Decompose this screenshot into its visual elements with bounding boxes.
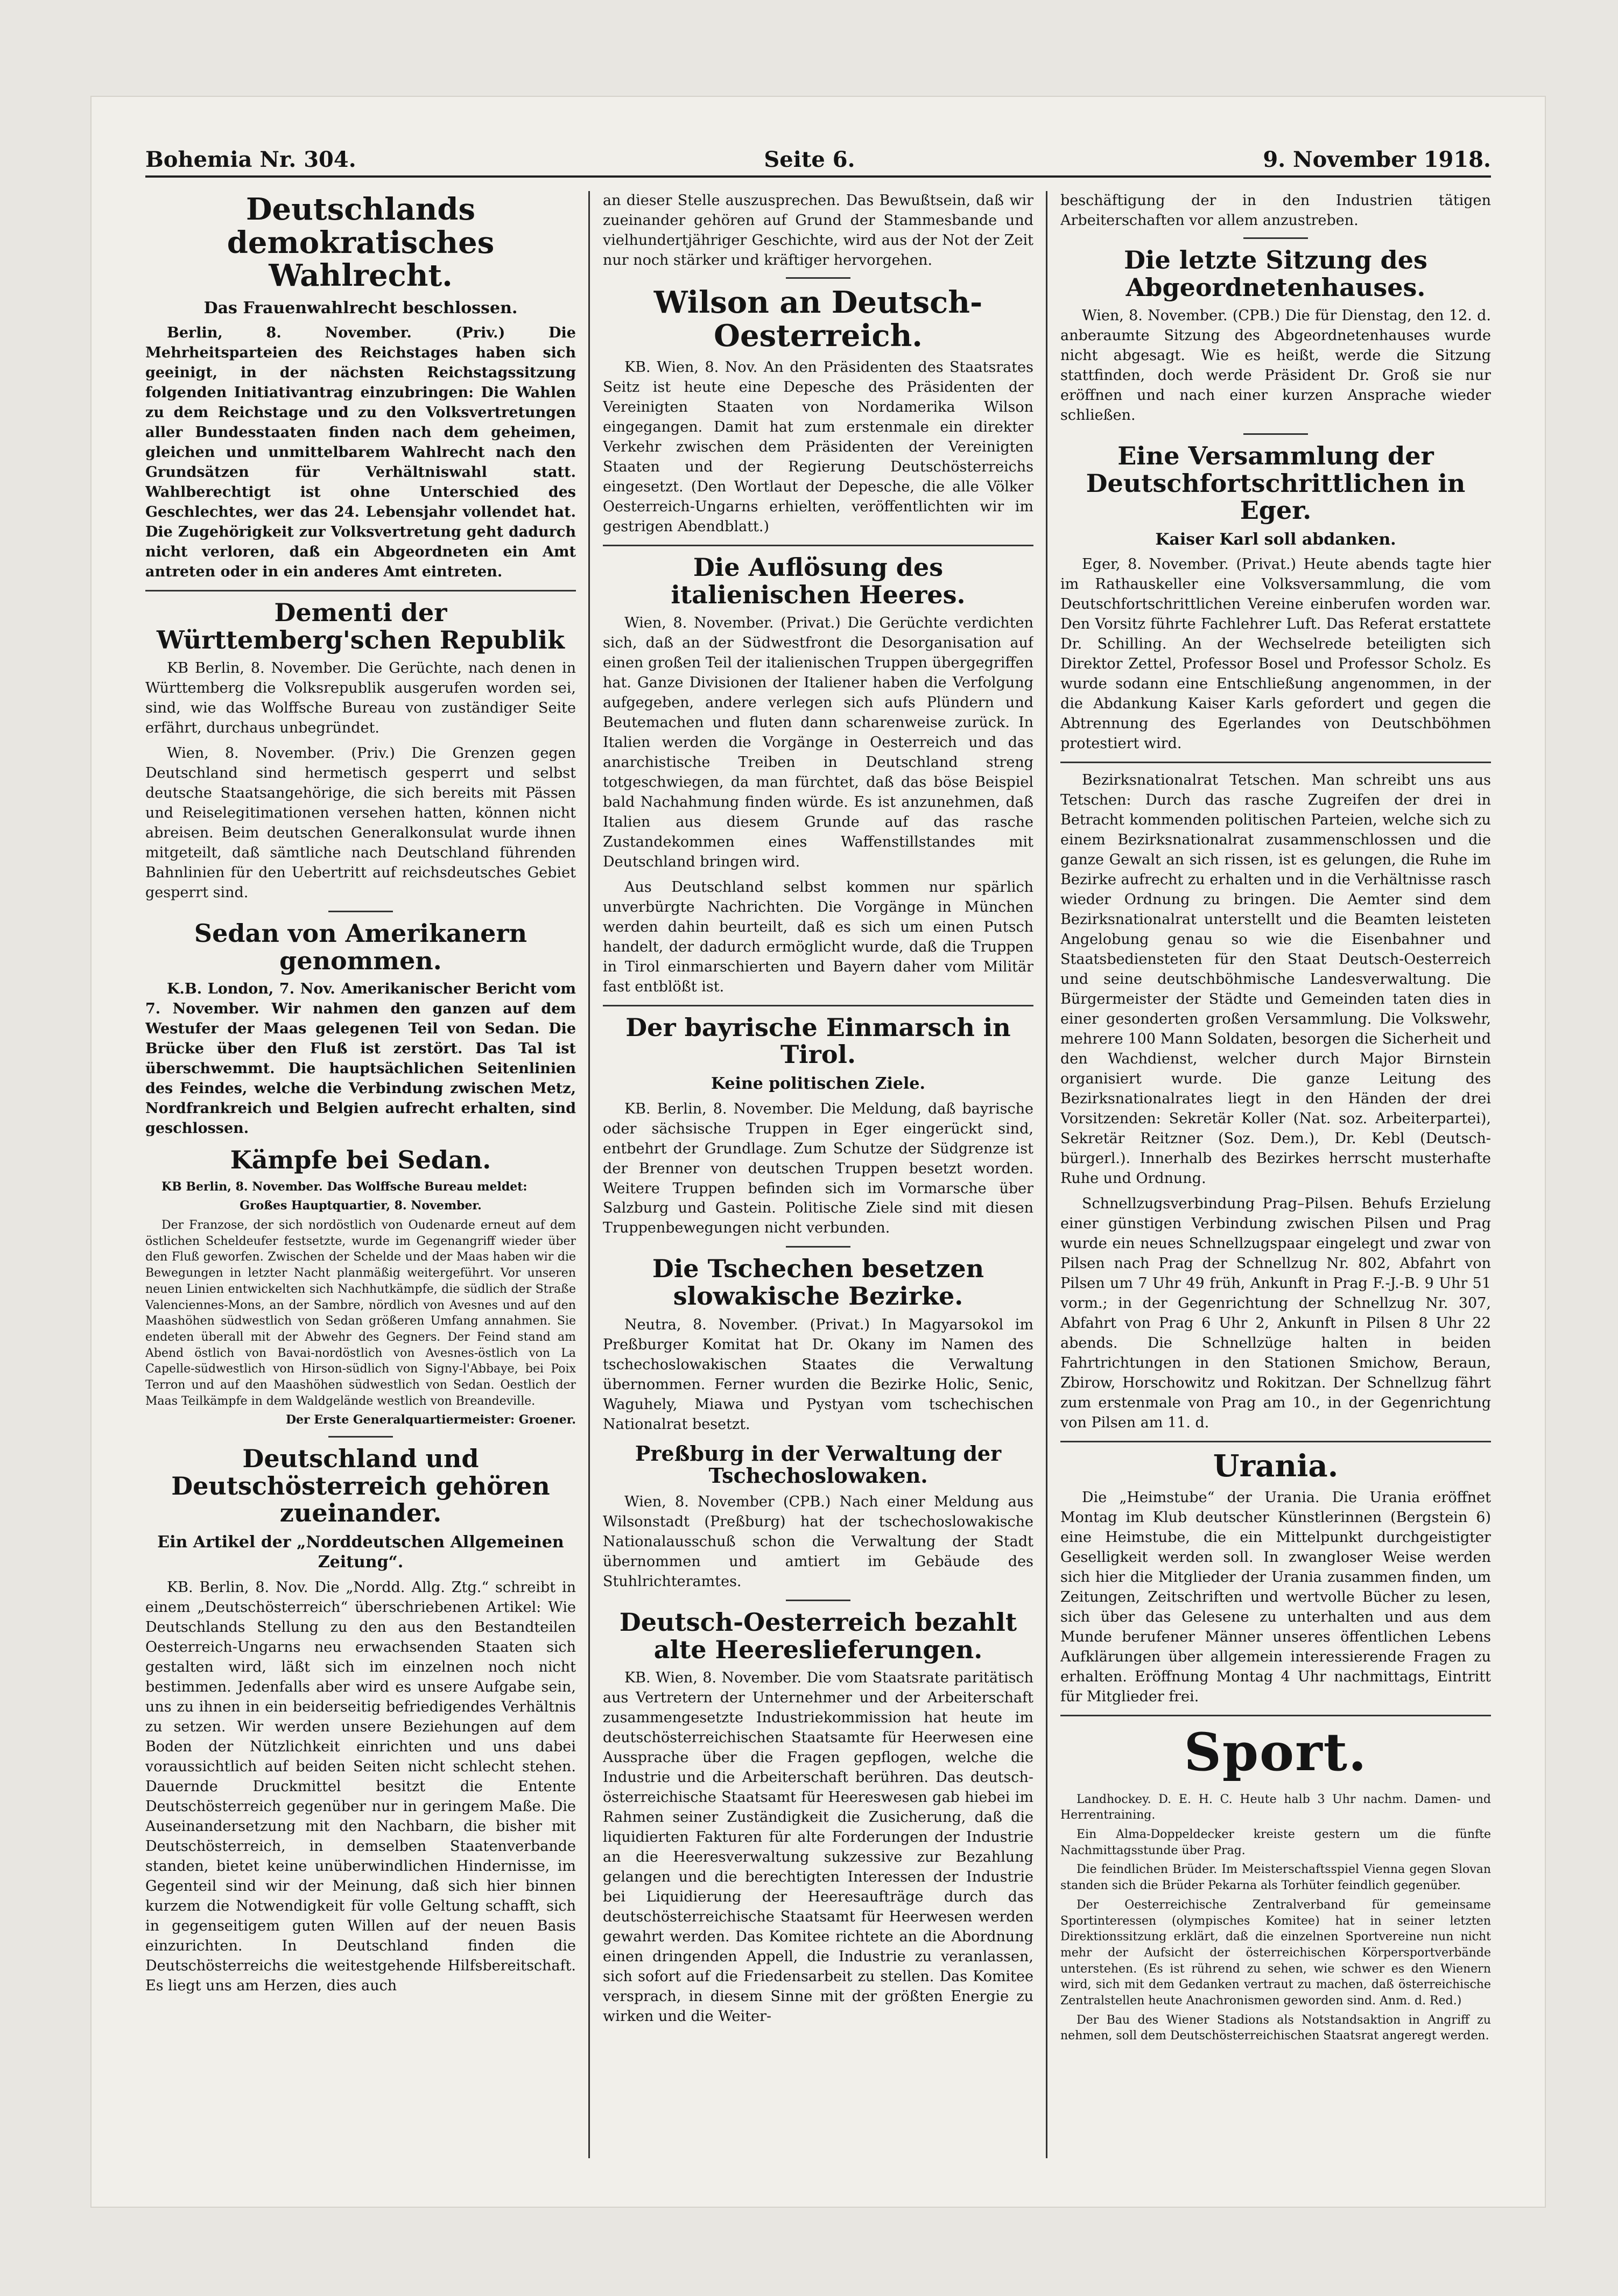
paragraph: Berlin, 8. November. (Priv.) Die Mehrheitsparteien des Reichstages haben sich geeinigt, in der nächsten Reichstagssitzung folgenden Initiativantrag einzubringen: Die Wahlen zu dem Reichstage und zu den Volksvertretungen aller Bundesstaaten finden nach dem geheimen, gleichen und unmittelbarem Wahlrecht nach den Grundsätzen für Verhältniswahl statt. Wahlberechtigt ist ohne Unterschied des Geschlechtes, wer das 24. Lebensjahr vollendet hat. Die Zugehörigkeit zur Volksvertretung geht dadurch nicht verloren, daß ein Abgeordneten ein Amt antreten oder in ein anderes Amt eintreten. xyxy=(145,325,576,581)
article-kaempfe-sedan xyxy=(145,1146,576,1428)
article-local-news xyxy=(1060,771,1491,1433)
headline: Die Tschechen besetzen slowakische Bezirke. xyxy=(652,1254,984,1311)
headline: Deutsch-Oesterreich bezahlt alte Heereslieferungen. xyxy=(619,1608,1017,1664)
column-1 xyxy=(145,191,576,2158)
paragraph: Der Oesterreichische Zentralverband für gemeinsame Sportinteressen (olympisches Komitee) hat in seiner letzten Direktionssitzung erklärt, daß die einzelnen Sportvereine nun nicht mehr der Aufsicht der österreichischen Körpersportverbände unterstehen. (Es ist rührend zu sehen, wie schwer es den Wienern wird, sich mit dem Gedanken vertraut zu machen, daß österreichische Zentralstellen heute Anachronismen geworden sind. Anm. d. Red.) xyxy=(1060,1898,1491,2008)
article-wilson xyxy=(603,286,1033,537)
paragraph-continued: an dieser Stelle auszusprechen. Das Bewußtsein, daß wir zueinander gehören auf Grund der Stammesbande und vielhundertjähriger Geschichte, wird aus der Not der Zeit nur noch stärker und kräftiger hervorgehen. xyxy=(603,192,1033,269)
headline: Deutschland und Deutschösterreich gehören zueinander. xyxy=(171,1444,550,1528)
masthead xyxy=(145,129,1491,178)
article-deutschoesterreich xyxy=(145,1445,576,1996)
article-heereslieferungen xyxy=(603,1609,1033,2027)
article-tirol xyxy=(603,1014,1033,1239)
article-separator xyxy=(1060,1441,1491,1442)
headline: Der bayrische Einmarsch in Tirol. xyxy=(625,1012,1011,1069)
article-italien xyxy=(603,554,1033,997)
masthead-date: 9. November 1918. xyxy=(1263,147,1491,172)
subheadline: Keine politischen Ziele. xyxy=(711,1074,925,1094)
article-separator xyxy=(786,277,850,279)
article-separator xyxy=(328,1436,393,1438)
paragraph: Wien, 8. November. (Privat.) Die Gerüchte verdichten sich, daß an der Südwestfront die Desorganisation auf einen großen Teil der italienischen Truppen übergegriffen hat. Ganze Divisionen der Italiener haben die Verfolgung aufgegeben, andere verlegen sich aufs Plündern und Beutemachen und fluten dann scharenweise zurück. In Italien werden die Vorgänge in Oesterreich und das anarchistische Treiben in Deutschland streng totgeschwiegen, da man fürchtet, daß das böse Beispiel bald Nachahmung finden würde. Es ist anzunehmen, daß Italien aus diesem Grunde auf das rasche Zustandekommen eines Waffenstillstandes mit Deutschland bringen wird. xyxy=(603,615,1033,870)
headline: Preßburg in der Verwaltung der Tschechoslowaken. xyxy=(635,1441,1002,1488)
headline: Die Auflösung des italienischen Heeres. xyxy=(671,552,966,609)
headline: Wilson an Deutsch-Oesterreich. xyxy=(653,284,983,354)
subheadline: Das Frauenwahlrecht beschlossen. xyxy=(203,298,518,318)
article-separator xyxy=(1060,1715,1491,1716)
dateline: Großes Hauptquartier, 8. November. xyxy=(240,1199,482,1213)
column-divider xyxy=(1046,191,1047,2158)
paragraph: Der Franzose, der sich nordöstlich von Oudenarde erneut auf dem östlichen Scheldeufer festsetzte, wurde im Gegenangriff wieder über den Fluß geworfen. Zwischen der Schelde und der Maas haben wir die Bewegungen in letzter Nacht planmäßig weitergeführt. Vor unseren neuen Linien entwickelten sich Nachhutkämpfe, die südlich der Straße Valenciennes-Mons, an der Sambre, nördlich von Avesnes und auf den Maashöhen südwestlich von Sedan größeren Umfang annahmen. Sie endeten überall mit der Abwehr des Gegners. Der Feind stand am Abend östlich von Bavai-nordöstlich von Avesnes-östlich von La Capelle-südwestlich von Hirson-südlich von Signy-l'Abbaye, bei Poix Terron und auf den Maashöhen südwestlich von Sedan. Oestlich der Maas Teilkämpfe in dem Waldgelände westlich von Breandeville. xyxy=(145,1219,576,1408)
paragraph: KB. Berlin, 8. Nov. Die „Nordd. Allg. Ztg.“ schreibt in einem „Deutschösterreich“ überschriebenen Artikel: Wie Deutschlands Stellung zu den aus den Bestandteilen Oesterreich-Ungarns neu erwachsenden Staaten sich gestalten wird, läßt sich im einzelnen noch nicht bestimmen. Jedenfalls aber wird es unsere Aufgabe sein, uns zu ihnen in ein beiderseitig befriedigendes Verhältnis zu setzen. Wir werden unsere Beziehungen auf dem Boden der Nützlichkeit einrichten und uns dabei voraussichtlich auf beiden Seiten nicht schlecht stehen. Dauernde Druckmittel besitzt die Entente Deutschösterreich gegenüber nur in geringem Maße. Die Auseinandersetzung mit den Nachbarn, die bisher mit Deutschösterreich, in demselben Staatenverbande standen, bietet keine unüberwindlichen Hindernisse, im Gegenteil sind wir der Meinung, daß sich hier binnen kurzem die Notwendigkeit für volle Geltung schafft, sich in gegenseitigem guten Willen auf der neuen Basis einzurichten. In Deutschland finden die Deutschösterreichs die weitestgehende Hilfsbereitschaft. Es liegt uns am Herzen, dies auch xyxy=(145,1579,576,1994)
paragraph: Landhockey. D. E. H. C. Heute halb 3 Uhr nachm. Damen- und Herrentraining. xyxy=(1060,1792,1491,1822)
article-separator xyxy=(1243,433,1308,435)
paragraph: Aus Deutschland selbst kommen nur spärlich unverbürgte Nachrichten. Die Vorgänge in München werden dahin beurteilt, daß es sich um einen Putsch handelt, der dadurch ermöglicht wurde, daß die Truppen in Tirol einmarschierten und Bayern daher vom Militär fast entblößt ist. xyxy=(603,878,1033,995)
article-slowakei xyxy=(603,1255,1033,1434)
article-wahlrecht xyxy=(145,193,576,582)
headline: Die letzte Sitzung des Abgeordnetenhauses. xyxy=(1124,245,1427,302)
article-separator xyxy=(786,1246,850,1248)
article-abgeordnetenhaus xyxy=(1060,246,1491,426)
article-sport xyxy=(1060,1724,1491,2044)
column-divider xyxy=(588,191,590,2158)
paragraph: Neutra, 8. November. (Privat.) In Magyarsokol im Preßburger Komitat hat Dr. Okany im Namen des tschechoslowakischen Staates die Verwaltung übernommen. Ferner wurden die Bezirke Holic, Senic, Waguhely, Miawa und Pystyan vom tschechischen Nationalrat besetzt. xyxy=(603,1316,1033,1433)
paragraph: Wien, 8. November (CPB.) Nach einer Meldung aus Wilsonstadt (Preßburg) hat der tschechoslowakische Nationalausschuß schon die Verwaltung der Stadt übernommen und amtiert im Gebäude des Stuhlrichteramtes. xyxy=(603,1494,1033,1590)
paragraph: Eger, 8. November. (Privat.) Heute abends tagte hier im Rathauskeller eine Volksversammlung, die vom Deutschfortschrittlichen Vereine einberufen worden war. Den Vorsitz führte Fachlehrer Luft. Das Referat erstattete Dr. Schilling. An der Wechselrede beteiligten sich Direktor Zettel, Professor Bosel und Professor Scholz. Es wurde sodann eine Entschließung angenommen, in der die Abdankung Kaiser Karls gefordert und gegen die Abtrennung des Egerlandes von Deutschböhmen protestiert wird. xyxy=(1060,556,1491,752)
paragraph: Die „Heimstube“ der Urania. Die Urania eröffnet Montag im Klub deutscher Künstlerinnen (Bergstein 6) eine Heimstube, die ein Mittelpunkt durchgeistigter Geselligkeit werden soll. In zwangloser Weise werden sich hier die Mitglieder der Urania zusammen finden, um Zeitungen, Zeitschriften und wertvolle Bücher zu lesen, sich über das Gelesene zu unterhalten und aus dem Munde berufener Männer unseres öffentlichen Lebens Aufklärungen über allgemein interessierende Fragen zu erhalten. Eröffnung Montag 4 Uhr nachmittags, Eintritt für Mitglieder frei. xyxy=(1060,1489,1491,1706)
article-sedan xyxy=(145,920,576,1139)
column-3 xyxy=(1060,191,1491,2158)
article-eger xyxy=(1060,442,1491,754)
headline: Urania. xyxy=(1213,1448,1339,1484)
paragraph: Bezirksnationalrat Tetschen. Man schreibt uns aus Tetschen: Durch das rasche Zugreifen der drei in Betracht kommenden politischen Parteien, welche sich zu einem Bezirksnationalrat zusammenschlossen und die ganze Gewalt an sich rissen, ist es gelungen, die Ruhe im Bezirke aufrecht zu erhalten und in die Verhältnisse rasch wieder Ordnung zu bringen. Die Aemter sind dem Bezirksnationalrat unterstellt und die Beamten leisteten Angelobung genau so wie die Eisenbahner und Staatsbediensteten für den Staat Deutsch-Oesterreich und seine deutschböhmische Landesverwaltung. Die Bürgermeister der Städte und Gemeinden taten dies in einer gesonderten großen Versammlung. Die Volkswehr, mehrere 100 Mann Soldaten, besorgen die Sicherheit und den Wachdienst, welcher durch Major Birnstein organisiert wurde. Die ganze Leitung des Bezirksnationalrates liegt in den Händen der drei Vorsitzenden: Sekretär Koller (Nat. soz. Arbeiterpartei), Sekretär Reitzner (Soz. Dem.), Dr. Kebl (Deutsch-bürgerl.). Innerhalb des Bezirkes herrscht musterhafte Ruhe und Ordnung. xyxy=(1060,772,1491,1187)
masthead-paper-name: Bohemia Nr. 304. xyxy=(145,147,356,172)
paragraph: KB. Wien, 8. Nov. An den Präsidenten des Staatsrates Seitz ist heute eine Depesche des Präsidenten der Vereinigten Staaten von Nordamerika Wilson eingegangen. Damit hat zum erstenmale ein direkter Verkehr zwischen dem Präsidenten der Vereinigten Staaten und der Regierung Deutschösterreichs eingesetzt. (Den Wortlaut der Depesche, die alle Völker Oesterreich-Ungarns erhielten, veröffentlichten wir im gestrigen Abendblatt.) xyxy=(603,359,1033,535)
article-separator xyxy=(786,1600,850,1601)
newspaper-page xyxy=(92,97,1545,2207)
article-urania xyxy=(1060,1450,1491,1707)
paragraph: Wien, 8. November. (CPB.) Die für Dienstag, den 12. d. anberaumte Sitzung des Abgeordnetenhauses wurde nicht abgesagt. Wie es heißt, werde die Sitzung stattfinden, doch werde Präsident Dr. Groß sie nur eröffnen und nach einer kurzen Ansprache wieder schließen. xyxy=(1060,307,1491,424)
masthead-page-number: Seite 6. xyxy=(764,147,855,172)
article-wuerttemberg xyxy=(145,599,576,903)
article-pressburg xyxy=(603,1442,1033,1593)
paragraph: KB Berlin, 8. November. Die Gerüchte, nach denen in Württemberg die Volksrepublik ausgerufen worden sei, sind, wie das Wolffsche Bureau von zuständiger Seite erfährt, durchaus unbegründet. xyxy=(145,660,576,737)
paragraph: Die feindlichen Brüder. Im Meisterschaftsspiel Vienna gegen Slovan standen sich die Brüder Pekarna als Torhüter feindlich gegenüber. xyxy=(1060,1863,1491,1893)
section-title: Sport. xyxy=(1184,1722,1368,1783)
article-separator xyxy=(328,911,393,912)
paragraph: Wien, 8. November. (Priv.) Die Grenzen gegen Deutschland sind hermetisch gesperrt und selbst deutsche Staatsangehörige, die sich bereits mit Pässen und Reiselegitimationen versehen hatten, können nicht abreisen. Beim deutschen Generalkonsulat wurde ihnen mitgeteilt, daß sämtliche nach Deutschland führenden Bahnlinien für den Uebertritt auf reichsdeutsches Gebiet gesperrt sind. xyxy=(145,745,576,902)
paragraph: KB. Wien, 8. November. Die vom Staatsrate paritätisch aus Vertretern der Unternehmer und der Arbeiterschaft zusammengesetzte Industriekommission hat heute im deutschösterreichischen Staatsamte für Heerwesen eine Aussprache über die Fragen gepflogen, welche die Industrie und die Arbeiterschaft berühren. Das deutsch-österreichische Staatsamt für Heereswesen gab hiebei im Rahmen seiner Zuständigkeit die Zusicherung, daß die liquidierten Fakturen für alte Forderungen der Industrie an die Heeresverwaltung sukzessive zur Bezahlung gelangen und die berechtigten Interessen der Industrie bei Liquidierung der Heeresaufträge durch das deutschösterreichische Staatsamt für Heerwesen werden gewahrt werden. Das Komitee richtete an die Abordnung einen dringenden Appell, die Industrie zu veranlassen, sich sofort auf die Friedensarbeit zu stellen. Das Komitee versprach, in diesem Sinne mit der größten Energie zu wirken und die Weiter- xyxy=(603,1670,1033,2025)
subheadline: Kaiser Karl soll abdanken. xyxy=(1155,530,1396,549)
paragraph: Der Bau des Wiener Stadions als Notstandsaktion in Angriff zu nehmen, soll dem Deutschösterreichischen Staatsrat angeregt werden. xyxy=(1060,2013,1491,2043)
column-2 xyxy=(603,191,1033,2158)
headline: Dementi der Württemberg'schen Republik xyxy=(157,598,565,654)
headline: Sedan von Amerikanern genommen. xyxy=(194,919,527,975)
article-separator xyxy=(1060,762,1491,763)
subheadline: Ein Artikel der „Norddeutschen Allgemeinen Zeitung“. xyxy=(157,1532,564,1572)
headline: Kämpfe bei Sedan. xyxy=(230,1145,491,1175)
paragraph: Schnellzugsverbindung Prag–Pilsen. Behufs Erzielung einer günstigen Verbindung zwischen Pilsen und Prag wurde ein neues Schnellzugspaar eingelegt und zwar von Pilsen nach Prag der Schnellzug Nr. 802, Abfahrt von Pilsen um 7 Uhr 49 früh, Ankunft in Prag F.-J.-B. 9 Uhr 51 vorm.; in der Gegenrichtung der Schnellzug Nr. 307, Abfahrt von Prag 6 Uhr 2, Ankunft in Pilsen 8 Uhr 22 abends. Die Schnellzüge halten in beiden Fahrtrichtungen in den Stationen Smichow, Beraun, Zbirow, Horschowitz und Rokitzan. Der Schnellzug fährt zum erstenmale von Prag am 10., in der Gegenrichtung von Pilsen am 11. d. xyxy=(1060,1195,1491,1431)
paragraph: K.B. London, 7. Nov. Amerikanischer Bericht vom 7. November. Wir nahmen den ganzen auf dem Westufer der Maas gelegenen Teil von Sedan. Die Brücke über den Fluß ist zerstört. Das Tal ist überschwemmt. Die hauptsächlichen Seitenlinien des Feindes, welche die Verbindung zwischen Metz, Nordfrankreich und Belgien aufrecht erhalten, sind geschlossen. xyxy=(145,981,576,1137)
article-separator xyxy=(1243,237,1308,239)
paragraph: KB Berlin, 8. November. Das Wolffsche Bureau meldet: xyxy=(161,1179,527,1194)
signature: Der Erste Generalquartiermeister: Groener. xyxy=(285,1413,576,1427)
article-separator xyxy=(603,1005,1033,1006)
article-separator xyxy=(603,545,1033,546)
article-separator xyxy=(145,590,576,591)
headline: Deutschlands demokratisches Wahlrecht. xyxy=(227,192,495,294)
paragraph: KB. Berlin, 8. November. Die Meldung, daß bayrische oder sächsische Truppen in Eger eingerückt sind, entbehrt der Grundlage. Zum Schutze der Südgrenze ist der Brenner von deutschen Truppen besetzt worden. Weitere Truppen befinden sich im Vormarsche über Salzburg und Gastein. Politische Ziele sind mit diesen Truppenbewegungen nicht verbunden. xyxy=(603,1100,1033,1237)
headline: Eine Versammlung der Deutschfortschrittlichen in Eger. xyxy=(1086,441,1466,525)
paragraph: Ein Alma-Doppeldecker kreiste gestern um die fünfte Nachmittagsstunde über Prag. xyxy=(1060,1828,1491,1857)
paragraph-continued: beschäftigung der in den Industrien tätigen Arbeiterschaften vor allem anzustreben. xyxy=(1060,192,1491,229)
